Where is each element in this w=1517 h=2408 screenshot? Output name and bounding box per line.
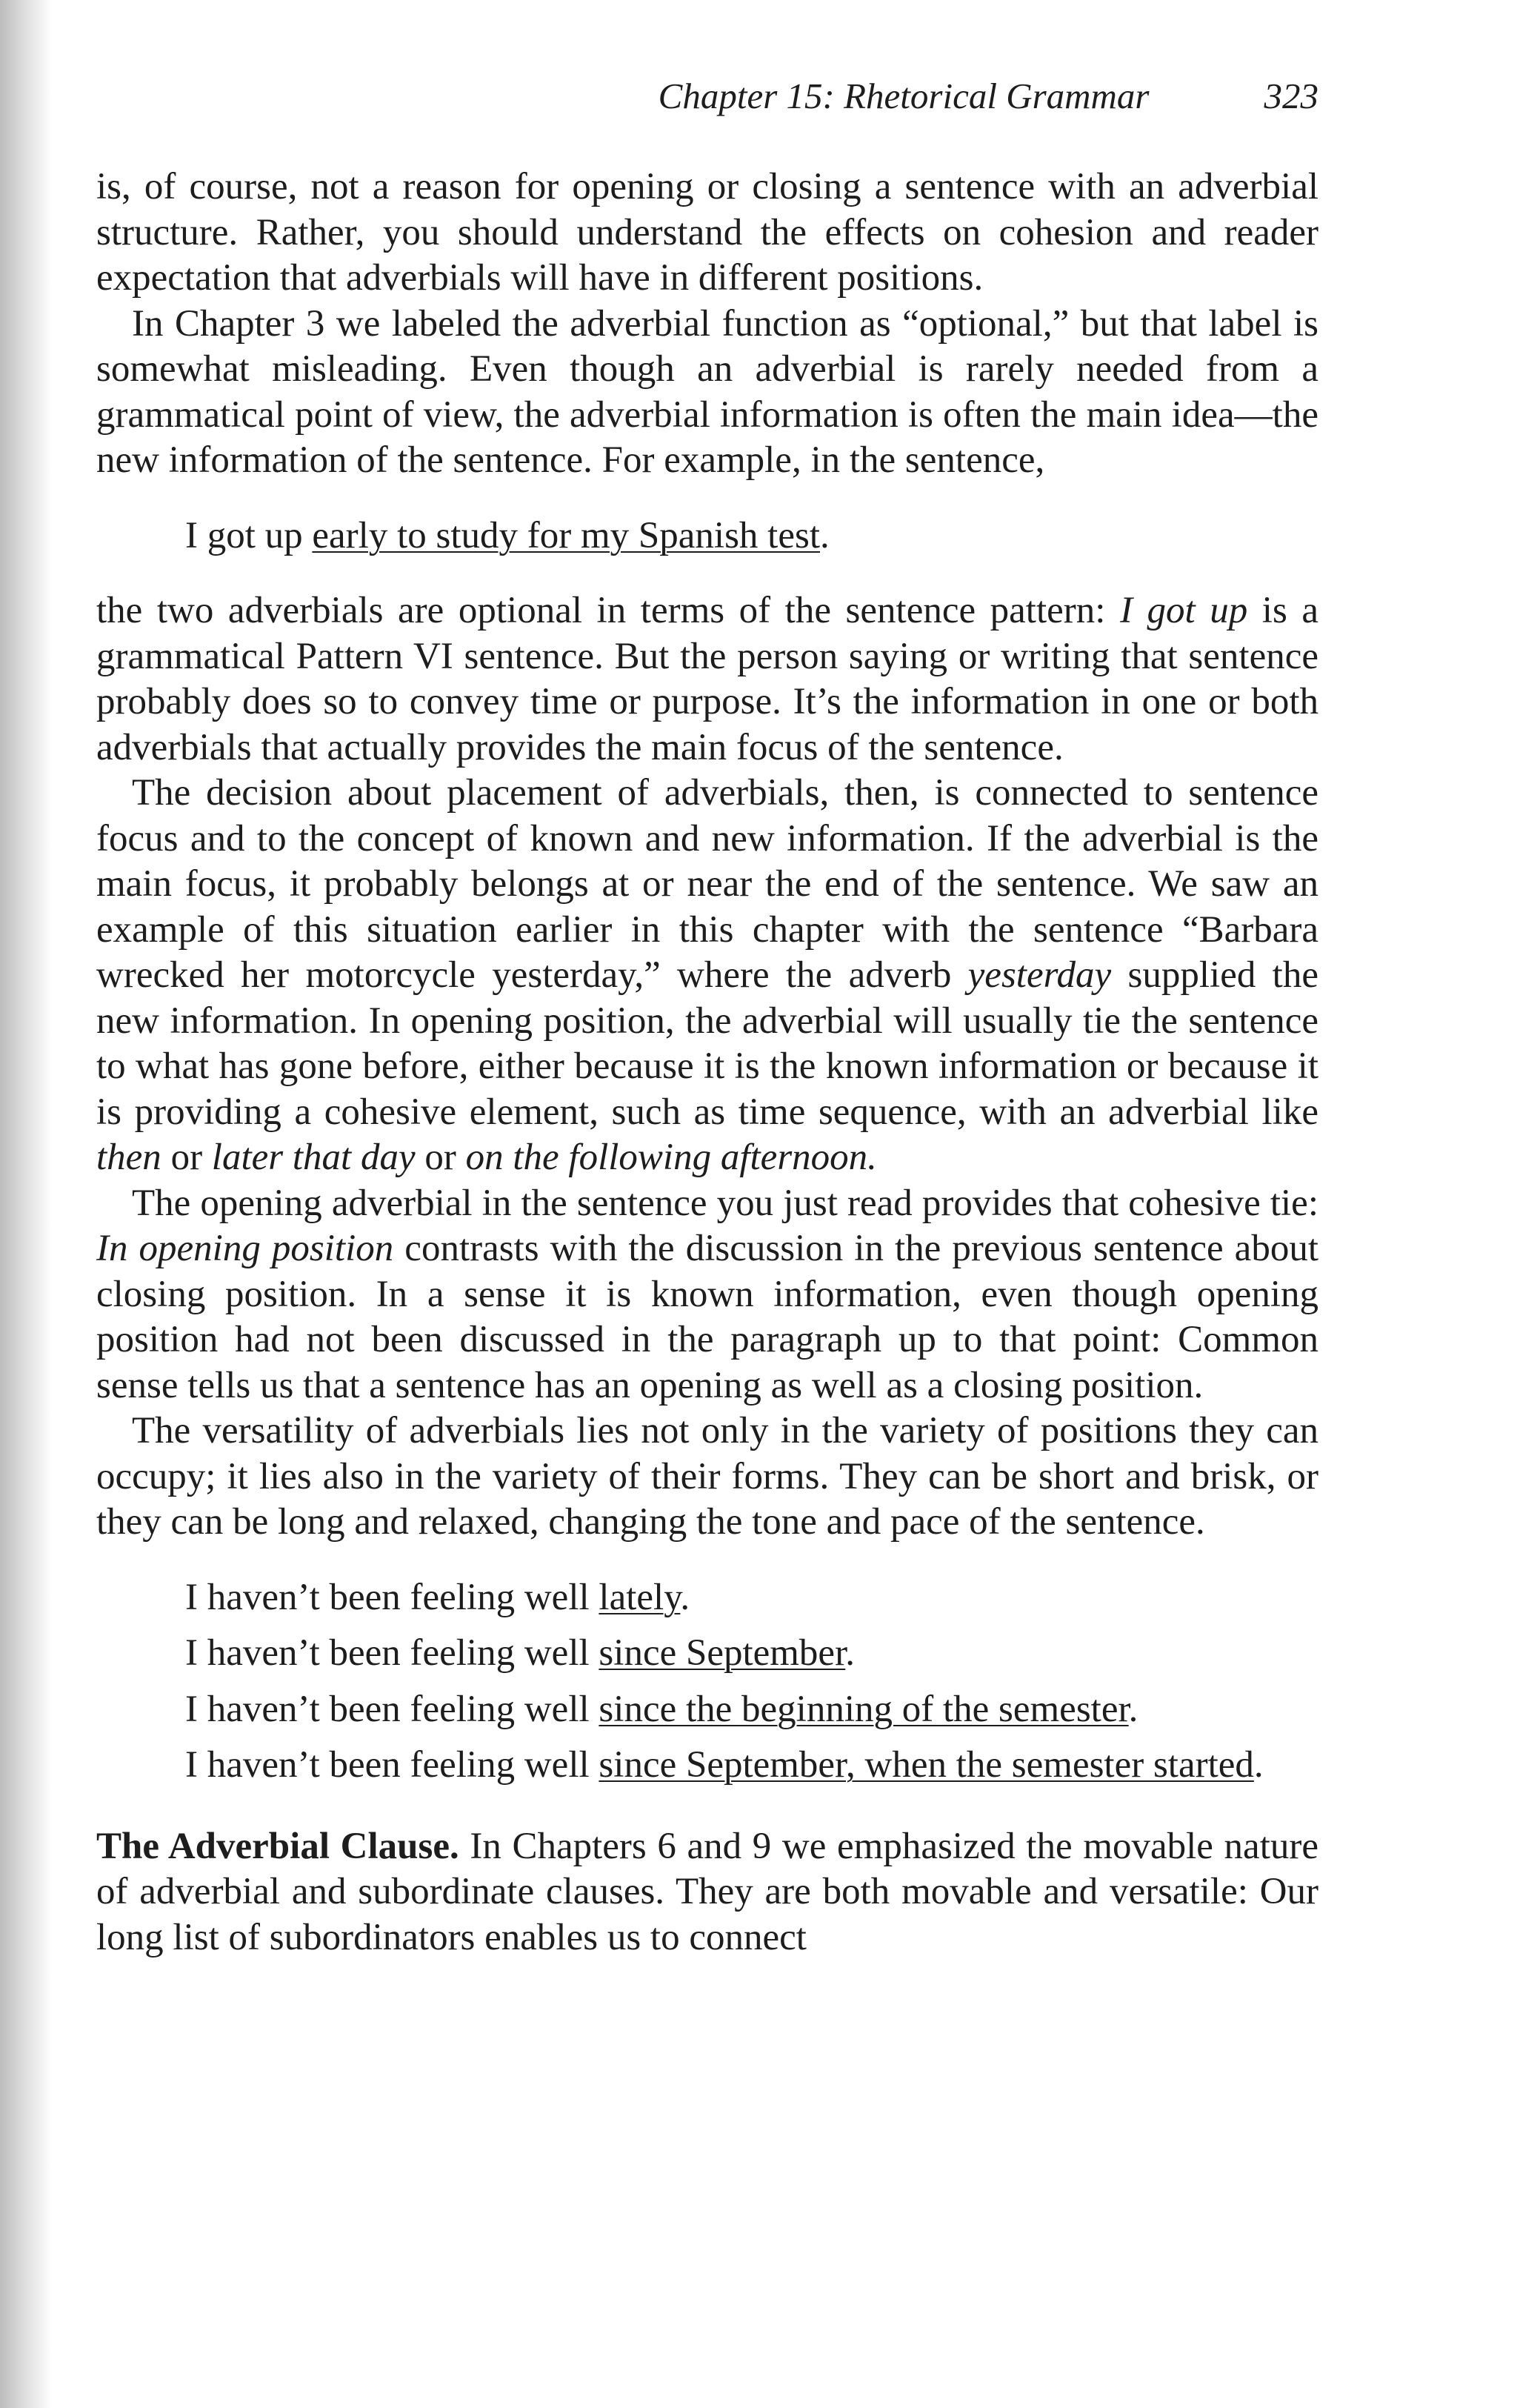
text-run: is a grammatical Pattern VI sentence. But the person saying or writing that sentence probably does so to convey time or purpose. It’s the information in one or both adverbials that actually provides the main focus of the sentence. xyxy=(96,590,1319,768)
text-run: supplied the new information. In opening position, the adverbial will usually tie the sentence to what has gone before, either because it is the known information or because it is providing a cohesive element, such as time sequence, with an adverbial like xyxy=(96,954,1318,1133)
example-underlined: since the beginning of the semester xyxy=(599,1688,1129,1730)
body-text xyxy=(96,164,1318,1960)
example-underlined: lately xyxy=(599,1576,681,1618)
example-plain: I haven’t been feeling well xyxy=(185,1744,599,1786)
example-sentence xyxy=(96,1687,1318,1733)
paragraph-continuation: is, of course, not a reason for opening or closing a sentence with an adverbial structure. Rather, you should understand the effects on cohesion and reader expectation that adverbials will have in different positions. xyxy=(96,166,1318,299)
example-plain: I got up xyxy=(185,514,313,556)
example-end: . xyxy=(845,1632,855,1674)
paragraph-versatility: The versatility of adverbials lies not only in the variety of positions they can occupy; it lies also in the variety of their forms. They can be short and brisk, or they can be long and relaxed, changing the tone and pace of the sentence. xyxy=(96,1410,1318,1543)
text-run: contrasts with the discussion in the previous sentence about closing position. In a sense it is known information, even though opening position had not been discussed in the paragraph up to that point: Common sense tells us that a sentence has an opening as well as a closing position. xyxy=(96,1228,1318,1406)
paragraph-optional-label: In Chapter 3 we labeled the adverbial function as “optional,” but that label is somewhat misleading. Even though an adverbial is rarely needed from a grammatical point of view, the adverbial information is often the main idea—the new information of the sentence. For example, in the sentence, xyxy=(96,302,1318,481)
italic-run: yesterday xyxy=(967,954,1112,996)
example-sentence xyxy=(96,1631,1318,1677)
example-end: . xyxy=(680,1576,690,1618)
text-run: The opening adverbial in the sentence you just read provides that cohesive tie: xyxy=(132,1182,1318,1224)
example-underlined: since September, when the semester started xyxy=(599,1744,1254,1786)
text-run: In Chapters 6 and 9 we emphasized the movable nature of adverbial and subordinate clauses. They are both movable and versatile: Our long list of subordinators enables us to connect xyxy=(96,1825,1318,1958)
italic-run: later that day xyxy=(211,1137,416,1178)
text-run: or xyxy=(161,1137,212,1178)
paragraph-pattern xyxy=(96,588,1318,771)
binding-shadow xyxy=(0,0,52,2408)
example-sentence xyxy=(96,1743,1318,1789)
paragraph-placement xyxy=(96,771,1318,1181)
paragraph-cohesive-tie xyxy=(96,1181,1318,1409)
running-head xyxy=(659,74,1318,119)
example-end: . xyxy=(1128,1688,1138,1730)
italic-run: on the following afternoon. xyxy=(465,1137,877,1178)
example-plain: I haven’t been feeling well xyxy=(185,1688,599,1730)
example-underlined: early to study for my Spanish test xyxy=(312,514,820,556)
italic-run: then xyxy=(96,1137,161,1178)
text-run: or xyxy=(415,1137,466,1178)
example-end: . xyxy=(1253,1744,1264,1786)
text-run: The decision about placement of adverbials, then, is connected to sentence focus and to the concept of known and new information. If the adverbial is the main focus, it probably belongs at or near the end of the sentence. We saw an example of this situation earlier in this chapter with the sentence “Barbara wrecked her motorcycle yesterday,” where the adverb xyxy=(96,772,1318,996)
example-plain: I haven’t been feeling well xyxy=(185,1632,599,1674)
italic-run: I got up xyxy=(1119,590,1248,631)
example-list xyxy=(96,1575,1318,1789)
chapter-title: Chapter 15: Rhetorical Grammar xyxy=(658,76,1150,116)
section-heading: The Adverbial Clause. xyxy=(96,1825,459,1867)
paragraph-adverbial-clause xyxy=(96,1824,1318,1961)
italic-run: In opening position xyxy=(96,1228,394,1269)
book-page xyxy=(96,0,1318,2408)
page-number: 323 xyxy=(1264,76,1318,116)
example-end: . xyxy=(820,514,830,556)
example-sentence xyxy=(96,1575,1318,1621)
text-run: the two adverbials are optional in terms of the sentence pattern: xyxy=(96,590,1120,631)
example-plain: I haven’t been feeling well xyxy=(185,1576,599,1618)
example-underlined: since September xyxy=(599,1632,846,1674)
example-sentence xyxy=(96,513,1318,559)
